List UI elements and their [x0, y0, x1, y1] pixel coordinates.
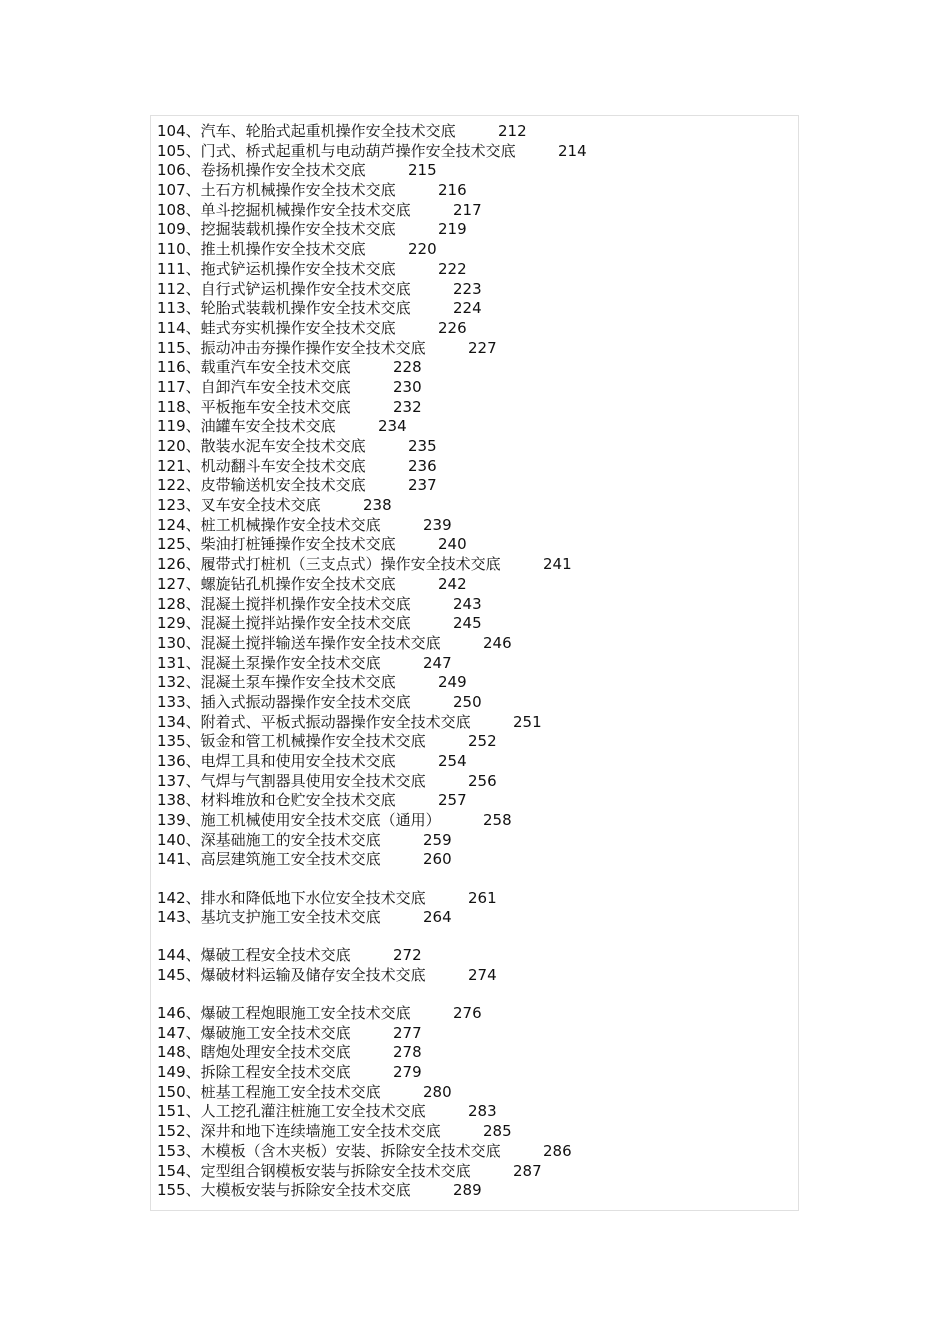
- toc-entry-page-number: 220: [408, 240, 437, 259]
- toc-entry-title: 134、附着式、平板式振动器操作安全技术交底: [157, 712, 471, 731]
- toc-entry-title: 119、油罐车安全技术交底: [157, 417, 336, 436]
- toc-entry-title: 120、散装水泥车安全技术交底: [157, 437, 366, 455]
- toc-entry-page-number: 250: [453, 692, 482, 711]
- toc-entry-page-number: 274: [468, 965, 497, 984]
- toc-entry-page-number: 215: [408, 161, 437, 180]
- toc-entry-page-number: 252: [468, 732, 497, 751]
- toc-entry-page-number: 264: [423, 908, 452, 927]
- toc-entry-page-number: 256: [468, 771, 497, 790]
- toc-entry-page-number: 212: [498, 122, 527, 140]
- toc-entry-title: 121、机动翻斗车安全技术交底: [157, 456, 366, 475]
- toc-entry-page-number: 272: [393, 946, 422, 965]
- toc-entry-page-number: 232: [393, 397, 422, 416]
- toc-entry-title: 139、施工机械使用安全技术交底（通用）: [157, 811, 441, 830]
- toc-entry-page-number: 285: [483, 1122, 512, 1141]
- toc-entry-page-number: 278: [393, 1043, 422, 1062]
- toc-entry-title: 138、材料堆放和仓贮安全技术交底: [157, 791, 396, 810]
- toc-entry-title: 153、木模板（含木夹板）安装、拆除安全技术交底: [157, 1141, 501, 1160]
- toc-entry-page-number: 276: [453, 1004, 482, 1023]
- toc-entry-page-number: 214: [558, 141, 587, 160]
- toc-entry-title: 118、平板拖车安全技术交底: [157, 397, 351, 416]
- toc-entry-title: 116、载重汽车安全技术交底: [157, 358, 351, 377]
- toc-entry-title: 109、挖掘装载机操作安全技术交底: [157, 220, 396, 239]
- toc-entry-title: 136、电焊工具和使用安全技术交底: [157, 752, 396, 770]
- toc-entry-title: 123、叉车安全技术交底: [157, 496, 321, 515]
- toc-entry-page-number: 242: [438, 574, 467, 593]
- toc-entry-page-number: 277: [393, 1023, 422, 1042]
- toc-entry-title: 129、混凝土搅拌站操作安全技术交底: [157, 614, 411, 633]
- toc-entry-page-number: 239: [423, 515, 452, 534]
- toc-entry-page-number: 238: [363, 496, 392, 515]
- toc-entry-title: 125、柴油打桩锤操作安全技术交底: [157, 535, 396, 554]
- toc-entry-title: 155、大模板安装与拆除安全技术交底: [157, 1181, 411, 1200]
- toc-entry-page-number: 287: [513, 1161, 542, 1180]
- toc-entry-title: 124、桩工机械操作安全技术交底: [157, 515, 381, 534]
- toc-entry-page-number: 258: [483, 811, 512, 830]
- toc-entry-title: 131、混凝土泵操作安全技术交底: [157, 653, 381, 672]
- toc-entry-page-number: 219: [438, 220, 467, 239]
- toc-entry-title: 108、单斗挖掘机械操作安全技术交底: [157, 200, 411, 219]
- toc-entry-page-number: 261: [468, 888, 497, 907]
- toc-entry-page-number: 217: [453, 200, 482, 219]
- toc-entry-title: 114、蛙式夯实机操作安全技术交底: [157, 318, 396, 337]
- toc-entry-page-number: 245: [453, 614, 482, 633]
- toc-entry-title: 111、拖式铲运机操作安全技术交底: [157, 259, 396, 278]
- toc-entry-title: 127、螺旋钻孔机操作安全技术交底: [157, 574, 396, 593]
- toc-entry-page-number: 236: [408, 456, 437, 475]
- toc-entry-page-number: 246: [483, 633, 512, 652]
- toc-entry-page-number: 251: [513, 712, 542, 731]
- toc-entry-page-number: 280: [423, 1082, 452, 1101]
- toc-entry-page-number: 257: [438, 791, 467, 810]
- toc-entry-page-number: 227: [468, 338, 497, 357]
- toc-entry-title: 151、人工挖孔灌注桩施工安全技术交底: [157, 1102, 426, 1121]
- toc-entry-title: 115、振动冲击夯操作操作安全技术交底: [157, 338, 426, 357]
- toc-entry-title: 112、自行式铲运机操作安全技术交底: [157, 279, 411, 298]
- toc-entry-title: 126、履带式打桩机（三支点式）操作安全技术交底: [157, 555, 501, 574]
- toc-entry-page-number: 241: [543, 555, 572, 574]
- toc-entry-page-number: 216: [438, 181, 467, 200]
- toc-entry-title: 130、混凝土搅拌输送车操作安全技术交底: [157, 633, 441, 652]
- toc-entry-title: 137、气焊与气割器具使用安全技术交底: [157, 771, 426, 790]
- toc-entry-page-number: 259: [423, 830, 452, 849]
- toc-entry-title: 107、土石方机械操作安全技术交底: [157, 181, 396, 200]
- toc-entry-title: 132、混凝土泵车操作安全技术交底: [157, 673, 396, 692]
- toc-entry-page-number: 234: [378, 417, 407, 436]
- toc-entry-title: 140、深基础施工的安全技术交底: [157, 830, 381, 849]
- toc-entry-page-number: 249: [438, 673, 467, 692]
- toc-entry-page-number: 224: [453, 299, 482, 318]
- toc-entry-title: 141、高层建筑施工安全技术交底: [157, 850, 381, 869]
- toc-entry-page-number: 286: [543, 1141, 572, 1160]
- toc-entry-title: 144、爆破工程安全技术交底: [157, 946, 351, 965]
- toc-entry-title: 113、轮胎式装载机操作安全技术交底: [157, 299, 411, 318]
- toc-entry-page-number: 240: [438, 535, 467, 554]
- toc-entry-page-number: 289: [453, 1181, 482, 1200]
- toc-entry-title: 154、定型组合钢模板安装与拆除安全技术交底: [157, 1161, 471, 1180]
- toc-entry-page-number: 283: [468, 1102, 497, 1121]
- toc-entry-title: 104、汽车、轮胎式起重机操作安全技术交底: [157, 122, 456, 140]
- toc-entry-page-number: 237: [408, 476, 437, 495]
- toc-entry-page-number: 226: [438, 318, 467, 337]
- toc-entry-page-number: 223: [453, 279, 482, 298]
- toc-entry-title: 152、深井和地下连续墙施工安全技术交底: [157, 1122, 441, 1141]
- toc-entry-page-number: 247: [423, 653, 452, 672]
- toc-entry-page-number: 222: [438, 259, 467, 278]
- toc-entry-page-number: 260: [423, 850, 452, 869]
- toc-entry-page-number: 228: [393, 358, 422, 377]
- toc-entry-title: 145、爆破材料运输及储存安全技术交底: [157, 965, 426, 984]
- toc-entry-title: 128、混凝土搅拌机操作安全技术交底: [157, 594, 411, 613]
- toc-entry-title: 142、排水和降低地下水位安全技术交底: [157, 888, 426, 907]
- toc-entry-title: 106、卷扬机操作安全技术交底: [157, 161, 366, 180]
- toc-entry-title: 146、爆破工程炮眼施工安全技术交底: [157, 1004, 411, 1023]
- toc-entry-title: 149、拆除工程安全技术交底: [157, 1063, 351, 1082]
- toc-entry-page-number: 279: [393, 1063, 422, 1082]
- toc-entry-title: 133、插入式振动器操作安全技术交底: [157, 692, 411, 711]
- toc-entry-title: 117、自卸汽车安全技术交底: [157, 377, 351, 396]
- toc-entry-title: 150、桩基工程施工安全技术交底: [157, 1082, 381, 1101]
- toc-entry-title: 147、爆破施工安全技术交底: [157, 1023, 351, 1042]
- toc-entry-page-number: 243: [453, 594, 482, 613]
- toc-entry-page-number: 230: [393, 377, 422, 396]
- toc-entry-title: 105、门式、桥式起重机与电动葫芦操作安全技术交底: [157, 141, 516, 160]
- toc-entry-page-number: 235: [408, 437, 437, 455]
- toc-entry-title: 122、皮带输送机安全技术交底: [157, 476, 366, 495]
- toc-entry-page-number: 254: [438, 752, 467, 770]
- toc-entry-title: 143、基坑支护施工安全技术交底: [157, 908, 381, 927]
- toc-entry-title: 148、瞎炮处理安全技术交底: [157, 1043, 351, 1062]
- toc-entry-title: 110、推土机操作安全技术交底: [157, 240, 366, 259]
- toc-entry-title: 135、钣金和管工机械操作安全技术交底: [157, 732, 426, 751]
